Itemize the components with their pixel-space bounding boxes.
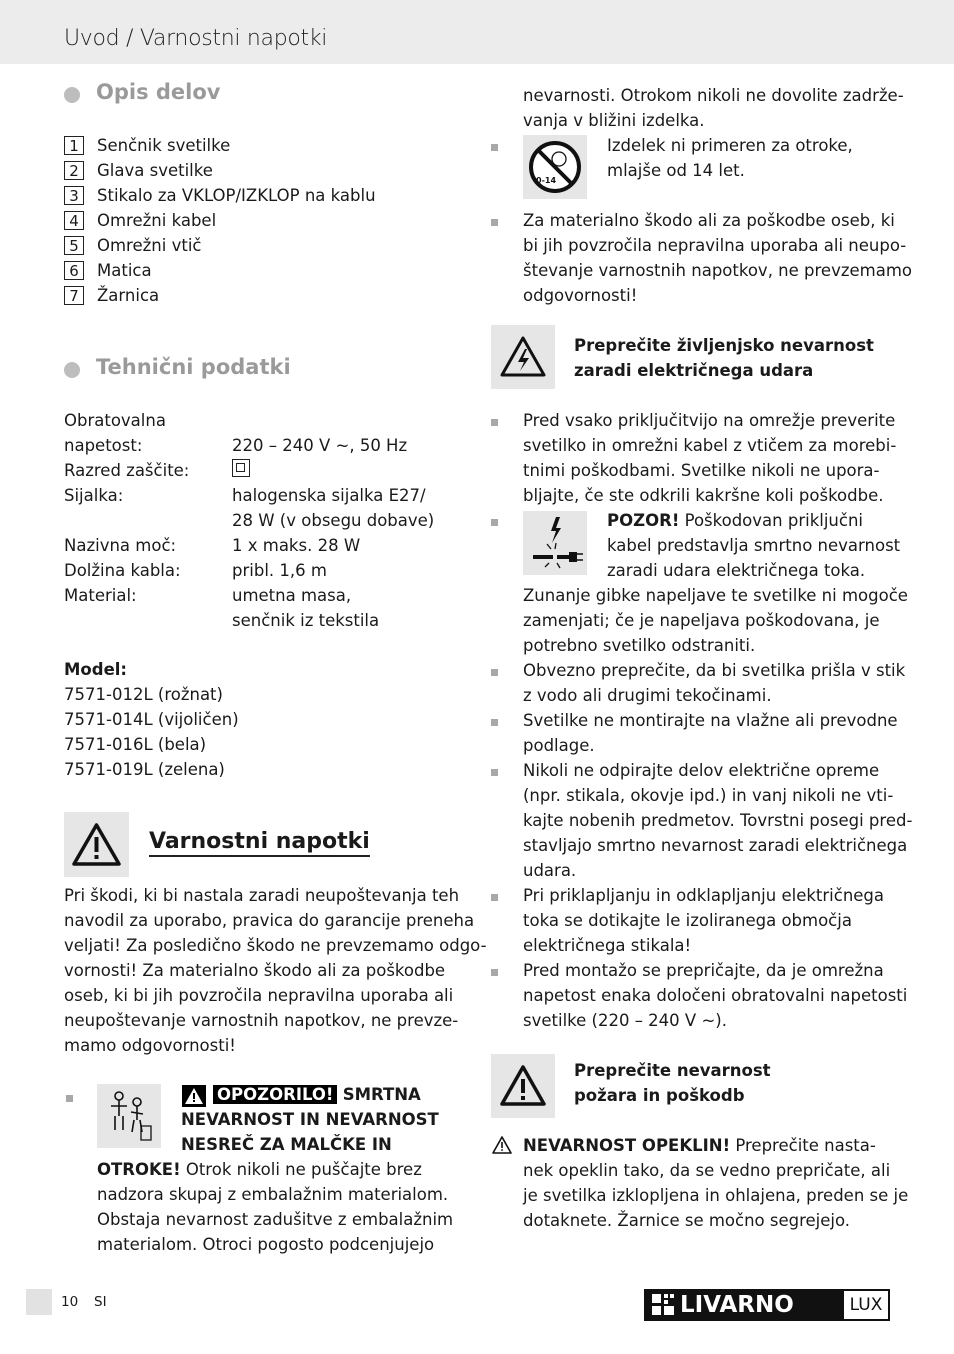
intro-line: veljati! Za posledično škodo ne prevzemamo odgo- xyxy=(64,936,487,955)
tech-label: Sijalka: xyxy=(64,486,124,505)
pozor-line xyxy=(607,508,863,533)
logo-mark-icon xyxy=(650,1292,676,1318)
page-number-box xyxy=(26,1289,52,1315)
child-hazard-icon xyxy=(97,1084,161,1148)
otroke-label: OTROKE! xyxy=(97,1160,181,1179)
tech-label: Dolžina kabla: xyxy=(64,561,181,580)
bullet-line: električnega stikala! xyxy=(523,936,692,955)
section-bullet xyxy=(64,362,80,378)
tech-value: 1 x maks. 28 W xyxy=(232,536,361,555)
continued-text: nevarnosti. Otrokom nikoli ne dovolite zadrže- xyxy=(523,86,904,105)
part-number: 7 xyxy=(64,286,84,305)
section-bullet xyxy=(64,87,80,103)
intro-line: neupoštevanje varnostnih napotkov, ne prevze- xyxy=(64,1011,459,1030)
part-label: Stikalo za VKLOP/IZKLOP na kablu xyxy=(97,186,376,205)
material-line: odgovornosti! xyxy=(523,286,638,305)
bullet-square xyxy=(491,519,498,526)
tech-label: Nazivna moč: xyxy=(64,536,177,555)
burn-line xyxy=(523,1133,876,1158)
material-line: Za materialno škodo ali za poškodbe oseb, ki xyxy=(523,211,895,230)
pozor-line: zaradi udara električnega toka. xyxy=(607,561,866,580)
bullet-line: z vodo ali drugimi tekočinami. xyxy=(523,686,772,705)
check-line: bljajte, če ste odkrili kakršne koli poškodbe. xyxy=(523,486,884,505)
electric-title: zaradi električnega udara xyxy=(574,361,814,380)
burn-line: dotaknete. Žarnice se močno segrejejo. xyxy=(523,1211,851,1230)
tech-value: halogenska sijalka E27/ xyxy=(232,486,426,505)
warning-body-line: Obstaja nevarnost zadušitve z embalažnim xyxy=(97,1210,454,1229)
bullet-line: udara. xyxy=(523,861,577,880)
bullet-square xyxy=(491,719,498,726)
livarno-logo xyxy=(644,1289,890,1321)
bullet-line: Pred montažo se prepričajte, da je omrežna xyxy=(523,961,884,980)
warning-body-line: materialom. Otroci pogosto podcenjujejo xyxy=(97,1235,435,1254)
warning-small-icon xyxy=(182,1085,206,1107)
part-number: 5 xyxy=(64,236,84,255)
intro-line: oseb, ki bi jih povzročila nepravilna uporaba ali xyxy=(64,986,454,1005)
bullet-square xyxy=(491,219,498,226)
section-title-tech: Tehnični podatki xyxy=(96,355,291,379)
model-label: Model: xyxy=(64,660,128,679)
warning-head-line: SMRTNA xyxy=(342,1085,421,1104)
cable-line: Zunanje gibke napeljave te svetilke ni mogoče xyxy=(523,586,908,605)
warning-head xyxy=(213,1082,421,1107)
tech-value: senčnik iz tekstila xyxy=(232,611,380,630)
intro-line: navodil za uporabo, pravica do garancije preneha xyxy=(64,911,475,930)
bullet-line: Obvezno preprečite, da bi svetilka prišla v stik xyxy=(523,661,906,680)
bullet-line: Pri priklapljanju in odklapljanju električnega xyxy=(523,886,885,905)
part-number: 4 xyxy=(64,211,84,230)
tech-label: Razred zaščite: xyxy=(64,461,190,480)
bullet-line: podlage. xyxy=(523,736,595,755)
opozorilo-badge: OPOZORILO! xyxy=(213,1085,337,1104)
part-label: Omrežni vtič xyxy=(97,236,202,255)
language-code: SI xyxy=(94,1294,107,1310)
bullet-square xyxy=(491,144,498,151)
fire-title: Preprečite nevarnost xyxy=(574,1061,771,1080)
warning-head-line: NEVARNOST IN NEVARNOST xyxy=(181,1110,439,1129)
burn-label: NEVARNOST OPEKLIN! xyxy=(523,1136,731,1155)
pozor-text: Poškodovan priključni xyxy=(679,511,863,530)
section-title-varnostni: Varnostni napotki xyxy=(149,829,370,857)
burn-line: je svetilka izklopljena in ohlajena, preden se je xyxy=(523,1186,909,1205)
page-number: 10 xyxy=(61,1294,79,1310)
fire-warning-icon xyxy=(491,1054,555,1118)
bullet-square xyxy=(491,894,498,901)
intro-line: Pri škodi, ki bi nastala zaradi neupoštevanja teh xyxy=(64,886,460,905)
check-line: svetilko in omrežni kabel z vtičem za morebi- xyxy=(523,436,897,455)
electric-hazard-icon xyxy=(491,325,555,389)
cable-line: zamenjati; če je napeljava poškodovana, je xyxy=(523,611,880,630)
logo-text: LIVARNO xyxy=(680,1292,794,1318)
warning-text: Otrok nikoli ne puščajte brez xyxy=(180,1160,422,1179)
burn-text: Preprečite nasta- xyxy=(730,1136,876,1155)
warning-head-line: NESREČ ZA MALČKE IN xyxy=(181,1135,392,1154)
tech-label: napetost: xyxy=(64,436,143,455)
intro-line: vornosti! Za materialno škodo ali za poškodbe xyxy=(64,961,446,980)
age-text: Izdelek ni primeren za otroke, xyxy=(607,136,853,155)
electric-title: Preprečite življenjsko nevarnost xyxy=(574,336,874,355)
bullet-line: napetost enaka določeni obratovalni napetosti xyxy=(523,986,908,1005)
pozor-line: kabel predstavlja smrtno nevarnost xyxy=(607,536,901,555)
material-line: bi jih povzročila nepravilna uporaba ali neupo- xyxy=(523,236,907,255)
bullet-square xyxy=(491,969,498,976)
tech-value: 220 – 240 V ~, 50 Hz xyxy=(232,436,408,455)
part-label: Omrežni kabel xyxy=(97,211,217,230)
age-restriction-icon xyxy=(523,135,587,199)
warning-body-line: nadzora skupaj z embalažnim materialom. xyxy=(97,1185,449,1204)
part-number: 3 xyxy=(64,186,84,205)
warning-body-line xyxy=(97,1157,422,1182)
age-label: 0-14 xyxy=(536,176,557,185)
continued-text: vanja v bližini izdelka. xyxy=(523,111,705,130)
logo-suffix: LUX xyxy=(849,1295,883,1315)
material-line: števanje varnostnih napotkov, ne prevzemamo xyxy=(523,261,913,280)
part-label: Glava svetilke xyxy=(97,161,213,180)
cable-line: potrebno svetilko odstraniti. xyxy=(523,636,756,655)
bullet-line: (npr. stikala, okovje ipd.) in vanj nikoli ne vti- xyxy=(523,786,894,805)
section-title-opis: Opis delov xyxy=(96,80,221,104)
part-label: Žarnica xyxy=(97,286,160,305)
burn-warning-icon xyxy=(491,1135,513,1155)
part-number: 6 xyxy=(64,261,84,280)
bullet-square xyxy=(66,1095,73,1102)
bullet-line: svetilke (220 – 240 V ~). xyxy=(523,1011,727,1030)
intro-line: mamo odgovornosti! xyxy=(64,1036,236,1055)
burn-line: nek opeklin tako, da se vedno prepričate, ali xyxy=(523,1161,891,1180)
tech-label: Material: xyxy=(64,586,137,605)
warning-triangle-icon xyxy=(64,812,129,877)
damaged-cable-icon xyxy=(523,511,587,575)
bullet-line: stavljajo smrtno nevarnost zaradi električnega xyxy=(523,836,908,855)
protection-class-icon xyxy=(232,459,250,477)
tech-value: umetna masa, xyxy=(232,586,352,605)
part-label: Matica xyxy=(97,261,152,280)
model-item: 7571-014L (vijoličen) xyxy=(64,710,239,729)
model-item: 7571-016L (bela) xyxy=(64,735,207,754)
part-number: 2 xyxy=(64,161,84,180)
bullet-square xyxy=(491,669,498,676)
page-title: Uvod / Varnostni napotki xyxy=(64,26,328,51)
check-line: tnimi poškodbami. Svetilke nikoli ne upora- xyxy=(523,461,880,480)
bullet-line: Nikoli ne odpirajte delov električne opreme xyxy=(523,761,880,780)
bullet-line: Svetilke ne montirajte na vlažne ali prevodne xyxy=(523,711,898,730)
part-number: 1 xyxy=(64,136,84,155)
pozor-label: POZOR! xyxy=(607,511,680,530)
tech-label: Obratovalna xyxy=(64,411,166,430)
check-line: Pred vsako priključitvijo na omrežje preverite xyxy=(523,411,896,430)
tech-value: 28 W (v obsegu dobave) xyxy=(232,511,435,530)
tech-value: pribl. 1,6 m xyxy=(232,561,327,580)
model-item: 7571-012L (rožnat) xyxy=(64,685,223,704)
part-label: Senčnik svetilke xyxy=(97,136,231,155)
age-text: mlajše od 14 let. xyxy=(607,161,745,180)
bullet-line: kajte nobenih predmetov. Tovrstni posegi pred- xyxy=(523,811,913,830)
bullet-square xyxy=(491,769,498,776)
bullet-line: toka se dotikajte le izoliranega območja xyxy=(523,911,852,930)
fire-title: požara in poškodb xyxy=(574,1086,745,1105)
bullet-square xyxy=(491,419,498,426)
model-item: 7571-019L (zelena) xyxy=(64,760,225,779)
